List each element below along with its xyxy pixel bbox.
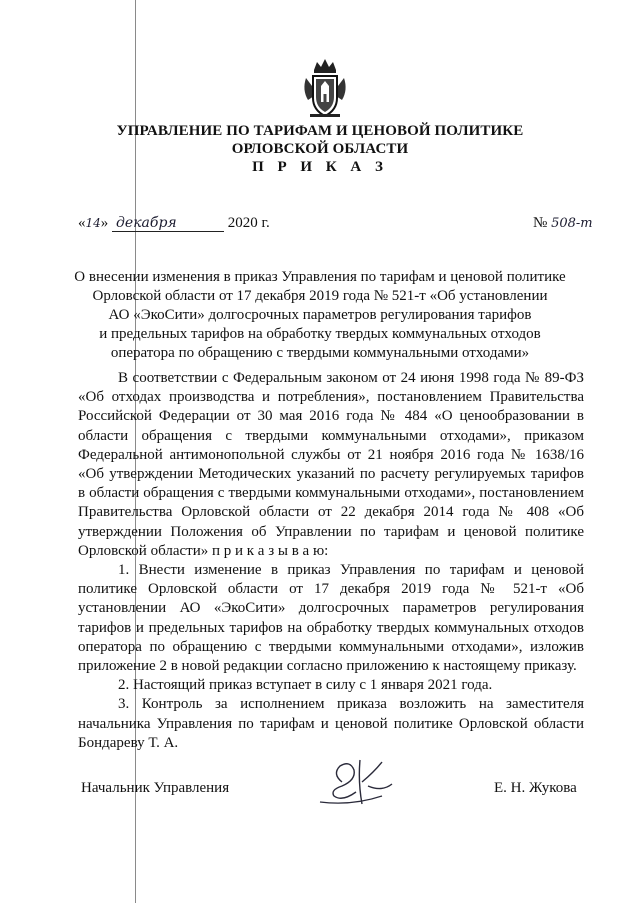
order-subject [60,268,580,363]
subject-line: оператора по обращению с твердыми коммунальными отходами» [110,345,530,361]
date-open-quote: « [78,215,86,231]
order-item-2: 2. Настоящий приказ вступает в силу с 1 января 2021 года. [118,677,493,694]
number-prefix: № [533,215,548,231]
subject-line: и предельных тарифов на обработку твердых коммунальных отходов [99,326,541,342]
order-date [78,215,270,232]
signer-position: Начальник Управления [81,780,230,796]
order-item-3: 3. Контроль за исполнением приказа возложить на заместителя начальника Управления по тарифам и ценовой политике Орловской области Бондареву Т. А. [78,696,584,751]
organization-title: УПРАВЛЕНИЕ ПО ТАРИФАМ И ЦЕНОВОЙ ПОЛИТИКЕ [116,123,524,139]
date-month: декабря [112,215,224,232]
subject-line: Орловской области от 17 декабря 2019 года № 521-т «Об установлении [92,288,548,304]
subject-line: АО «ЭкоСити» долгосрочных параметров регулирования тарифов [108,307,532,323]
date-close-quote: » [100,215,109,231]
order-body [78,369,584,753]
organization-region: ОРЛОВСКОЙ ОБЛАСТИ [231,141,409,157]
coat-of-arms-icon [300,56,350,120]
subject-line: О внесении изменения в приказ Управления по тарифам и ценовой политике [74,269,566,285]
signer-name: Е. Н. Жукова [494,780,577,796]
number-value: 508-т [551,216,593,231]
date-day: 14 [85,216,101,230]
handwritten-signature [312,752,412,810]
order-item-1: 1. Внести изменение в приказ Управления по тарифам и ценовой политике Орловской области от 17 декабря 2019 года № 521-т «Об установлении АО «ЭкоСити» долгосрочных параметров регулирования тарифов и предельных тарифов на обработку твердых коммунальных отходов оператора по обращению с твердыми коммунальными отходами», изложив приложение 2 в новой редакции согласно приложению к настоящему приказу. [78,562,584,675]
document-type-title: П Р И К А З [252,159,388,175]
preamble-paragraph: В соответствии с Федеральным законом от 24 июня 1998 года № 89-ФЗ «Об отходах производства и потребления», постановлением Правительства Российской Федерации от 30 мая 2016 года № 484 «О ценообразовании в области обращения с твердыми коммунальными отходами», приказом Федеральной антимонопольной службы от 21 ноября 2016 года № 1638/16 «Об утверждении Методических указаний по расчету регулируемых тарифов в области обращения с твердыми коммунальными отходами», постановлением Правительства Орловской области от 22 декабря 2014 года № 408 «Об утверждении Положения об Управлении по тарифам и ценовой политике Орловской области» п р и к а з ы в а ю: [78,370,584,559]
order-number [533,215,593,232]
date-year: 2020 г. [227,215,270,231]
